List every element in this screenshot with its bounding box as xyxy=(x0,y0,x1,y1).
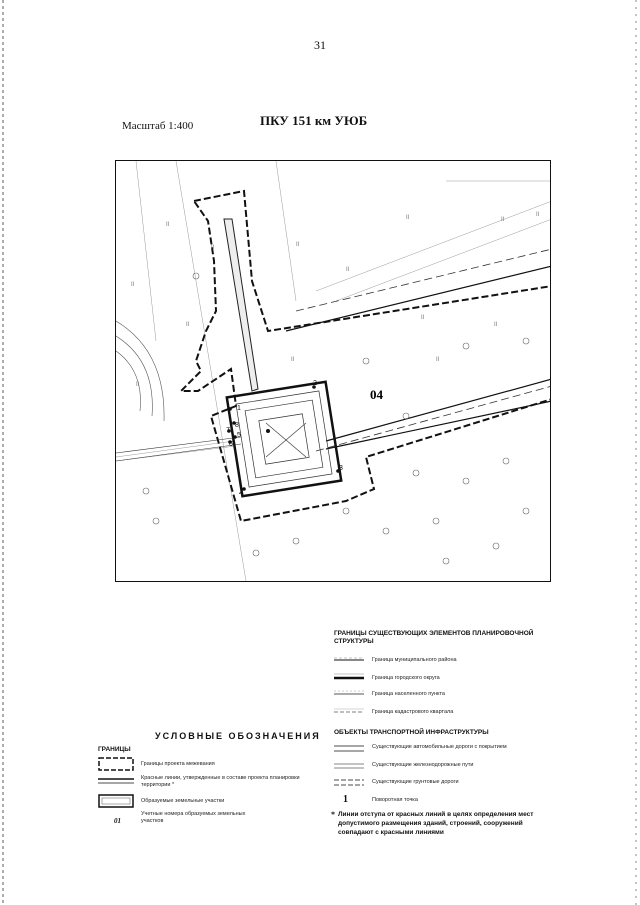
hatch-mark: II xyxy=(136,382,140,388)
hatch-mark: II xyxy=(186,322,190,328)
structure-symbols xyxy=(334,654,364,754)
legend-railways: Существующие железнодорожные пути xyxy=(372,762,474,768)
legend-municipal-district: Граница муниципального района xyxy=(372,657,457,663)
point-label: 5 xyxy=(237,432,241,439)
note-text: Линии отступа от красных линий в целях определения мест допустимого размещения зданий, строений, сооружений совпадают с красными линиями xyxy=(338,811,534,836)
hatch-mark: II xyxy=(421,315,425,321)
hatch-mark: II xyxy=(291,357,295,363)
hatch-mark: II xyxy=(296,242,300,248)
cadastral-map xyxy=(115,160,551,582)
transport-title: ОБЪЕКТЫ ТРАНСПОРТНОЙ ИНФРАСТРУКТУРЫ xyxy=(334,729,489,736)
hatch-mark: II xyxy=(501,217,505,223)
point-label: 7 xyxy=(226,427,230,434)
hatch-mark: II xyxy=(436,357,440,363)
legend-land-plots: Образуемые земельные участки xyxy=(141,798,225,804)
boundaries-title: ГРАНИЦЫ xyxy=(98,746,131,753)
hatch-mark: II xyxy=(346,267,350,273)
transport-symbols xyxy=(334,742,364,812)
point-label: 3 xyxy=(339,465,343,472)
hatch-mark: II xyxy=(406,215,410,221)
hatch-mark: II xyxy=(166,222,170,228)
legend-turn-point: Поворотная точка xyxy=(372,797,418,803)
legend-paved-roads: Существующие автомобильные дороги с покрытием xyxy=(372,744,507,750)
point-label: 2 xyxy=(313,380,317,387)
boundary-symbols xyxy=(98,757,134,817)
legend-heading: УСЛОВНЫЕ ОБОЗНАЧЕНИЯ xyxy=(155,731,321,741)
parcel-label: 04 xyxy=(370,387,383,402)
legend-red-lines: Красные линии, утвержденные в составе проекта планировки территории * xyxy=(141,775,300,788)
legend-cadastral-quarter: Граница кадастрового квартала xyxy=(372,709,454,715)
legend-parcel-numbers: Учетные номера образуемых земельных участков xyxy=(141,811,246,824)
point-label: 4 xyxy=(239,490,243,497)
hatch-mark: II xyxy=(131,282,135,288)
note-asterisk: * xyxy=(331,810,335,819)
turn-point-sample: 1 xyxy=(343,794,348,805)
map-scale: Масштаб 1:400 xyxy=(122,120,194,132)
hatch-mark: II xyxy=(494,322,498,328)
legend-settlement: Граница населенного пункта xyxy=(372,691,445,697)
map-drawing xyxy=(116,161,551,582)
point-label: 1 xyxy=(237,405,241,412)
hatch-mark: II xyxy=(211,245,215,251)
point-label: 6 xyxy=(229,441,233,448)
parcel-number-sample: 01 xyxy=(114,817,121,825)
point-label: 8 xyxy=(235,422,239,429)
scan-edge-left xyxy=(2,0,4,905)
hatch-mark: II xyxy=(536,212,540,218)
page-title: ПКУ 151 км УЮБ xyxy=(260,113,368,128)
structure-title: ГРАНИЦЫ СУЩЕСТВУЮЩИХ ЭЛЕМЕНТОВ ПЛАНИРОВОЧНОЙ СТРУКТУРЫ xyxy=(334,630,534,645)
legend-survey-boundary: Границы проекта межевания xyxy=(141,761,215,767)
page-number: 31 xyxy=(314,38,326,52)
legend-city-district: Граница городского округа xyxy=(372,675,440,681)
legend-dirt-roads: Существующие грунтовые дороги xyxy=(372,779,459,785)
scan-edge-right xyxy=(635,0,637,905)
